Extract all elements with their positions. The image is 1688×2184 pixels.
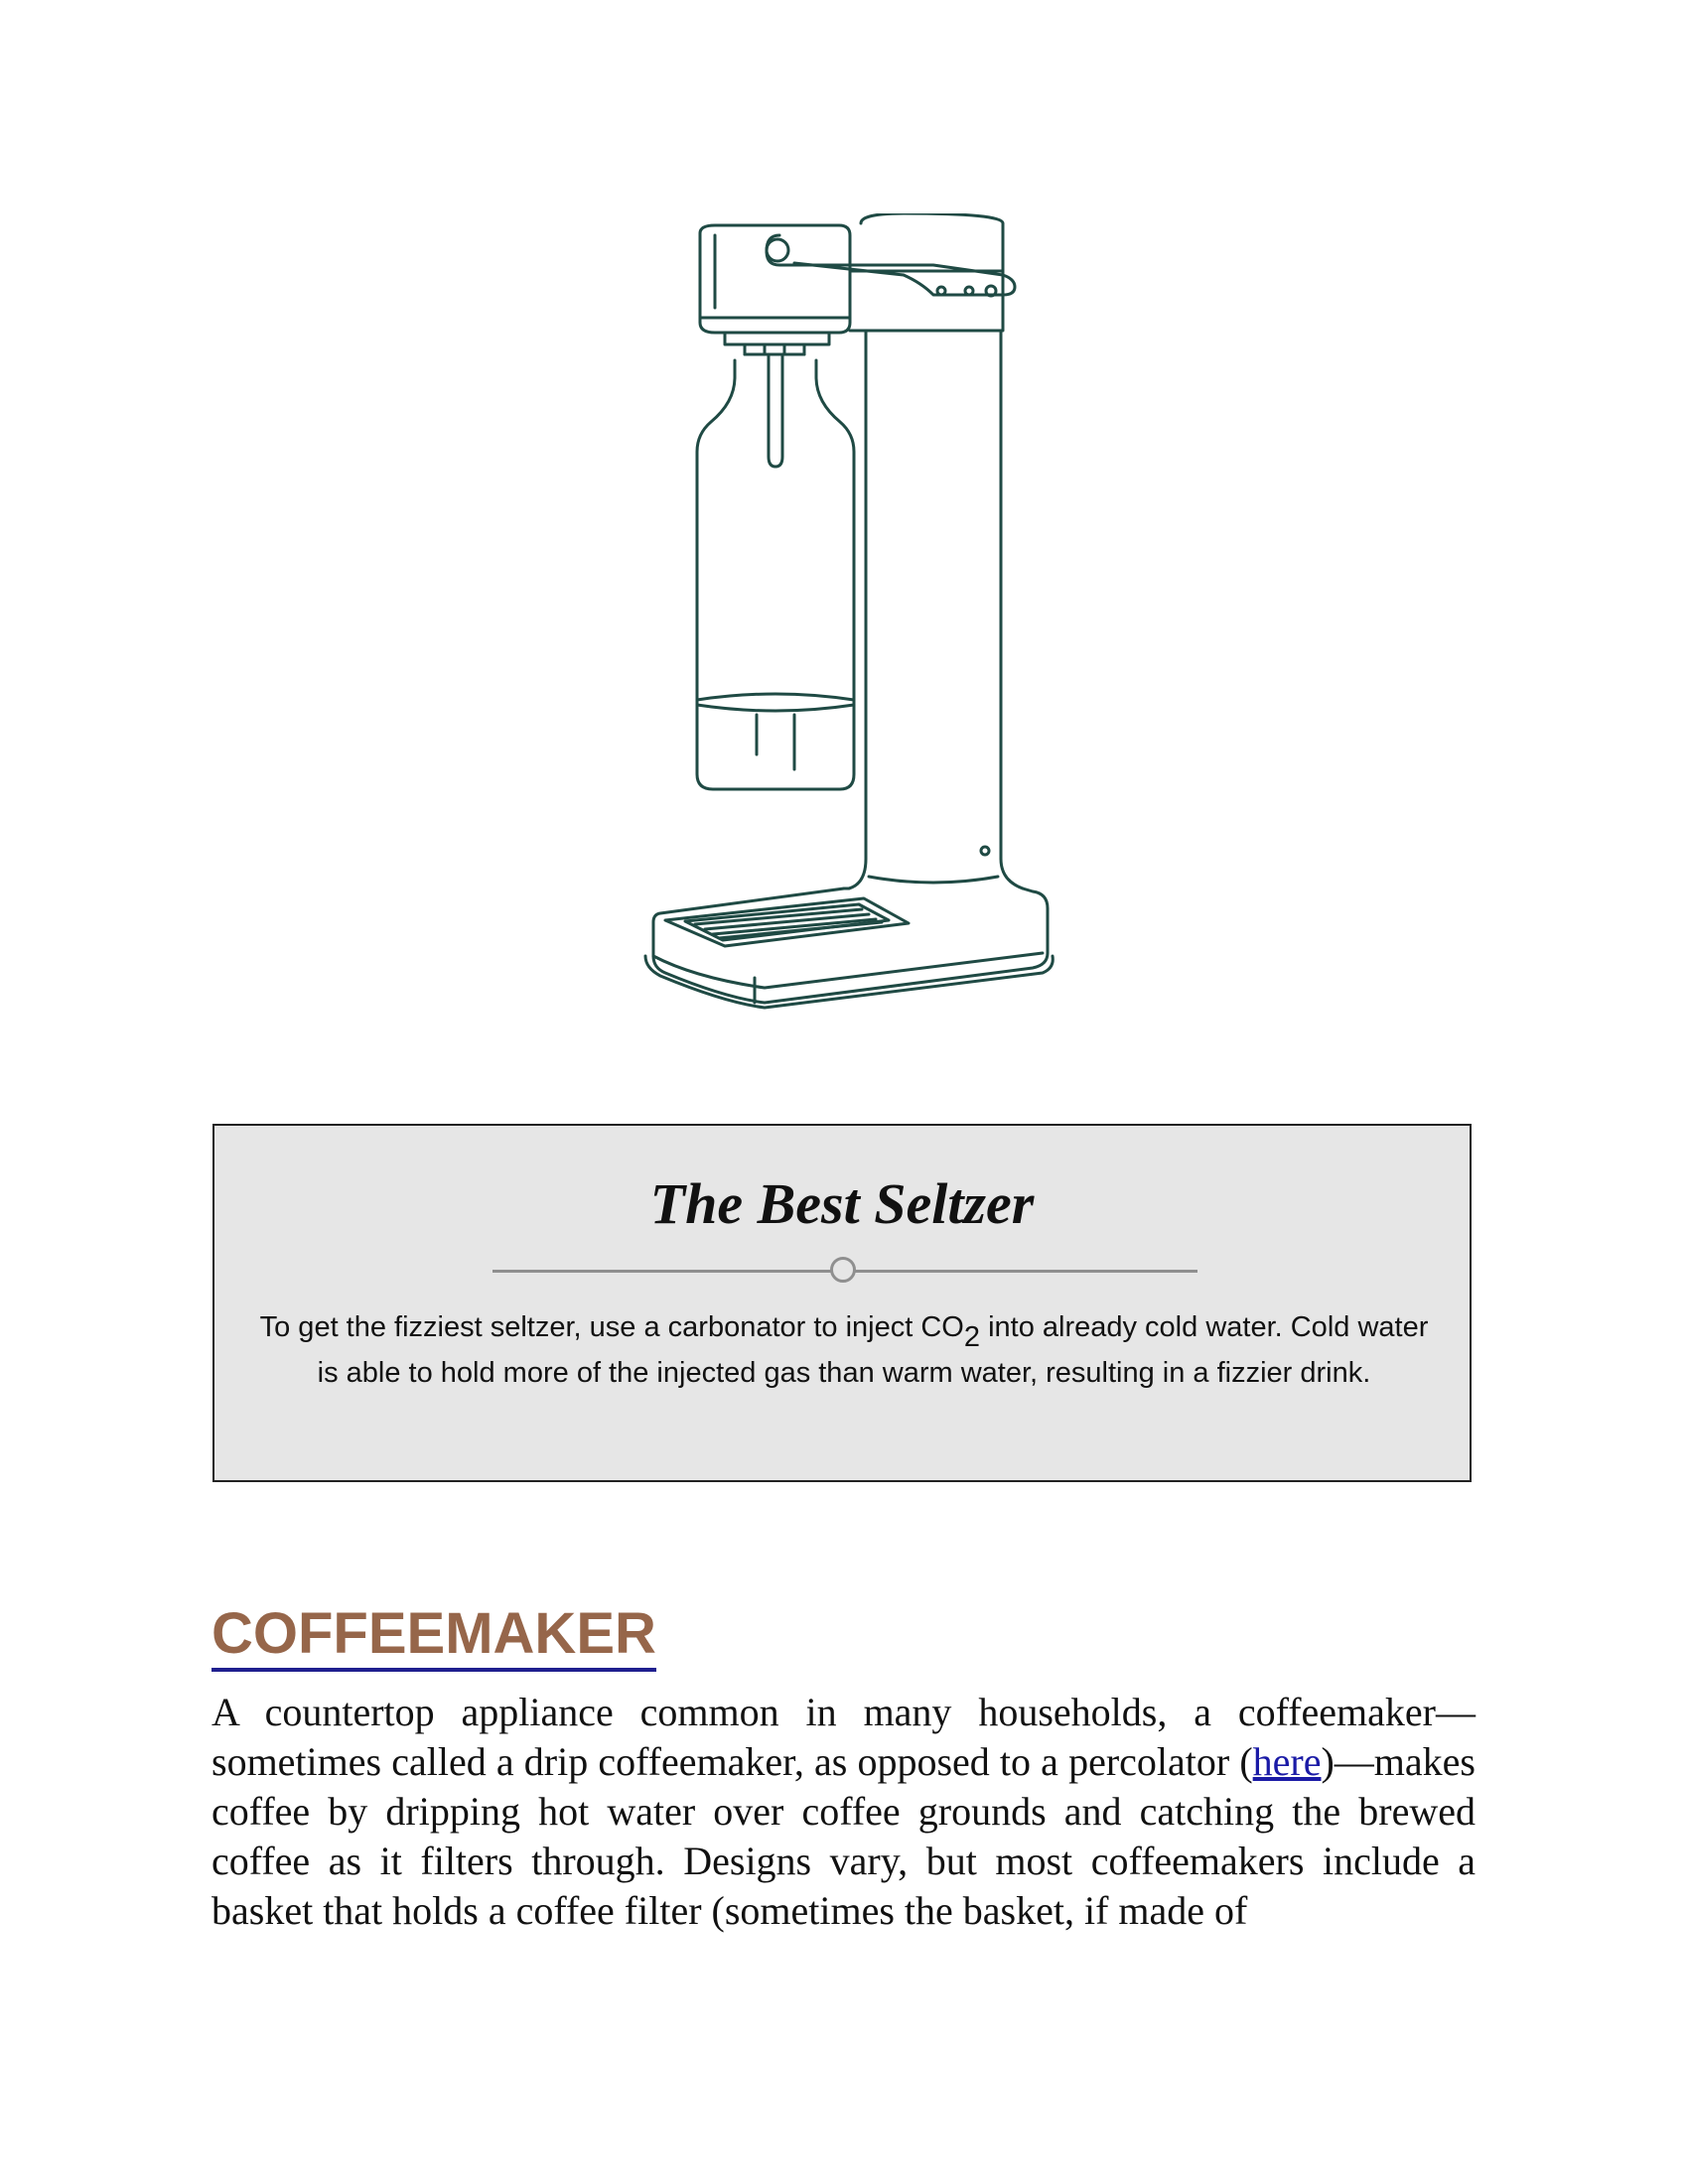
section-heading-coffeemaker: COFFEEMAKER [211,1600,656,1672]
paragraph-text-start: A countertop appliance common in many households, a coffeemaker—sometimes called a drip coffeemaker, as opposed to a percolator ( [211,1690,1476,1784]
divider-circle-icon [830,1257,856,1283]
coffeemaker-paragraph [211,1688,1476,1936]
callout-divider [492,1257,1197,1285]
paragraph-text-end: )—makes coffee by dripping hot water over coffee grounds and catching the brewed coffee as it filters through. Designs vary, but most coffeemakers include a basket that holds a coffee filter (sometimes the basket, if made of [211,1739,1476,1933]
seltzer-carbonator-illustration [606,213,1072,1018]
callout-body-text-end: into already cold water. Cold water is able to hold more of the injected gas than warm water, resulting in a fizzier drink. [317,1311,1429,1389]
callout-body-text-start: To get the fizziest seltzer, use a carbonator to inject CO [259,1311,964,1343]
callout-body [254,1304,1434,1396]
percolator-link[interactable]: here [1252,1739,1322,1784]
callout-title: The Best Seltzer [649,1171,1035,1236]
co2-subscript: 2 [963,1321,981,1353]
seltzer-tip-callout [212,1124,1472,1482]
seltzer-carbonator-icon [606,213,1072,1018]
